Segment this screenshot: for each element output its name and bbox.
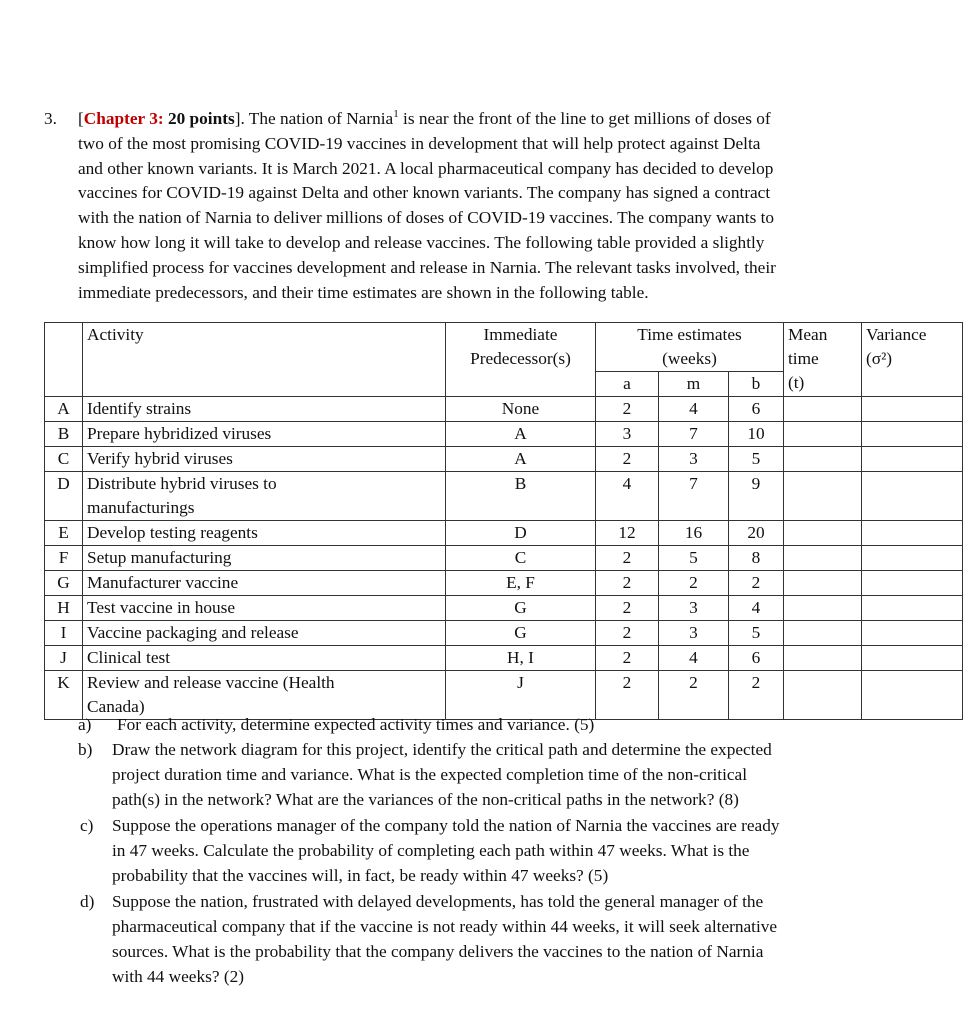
subquestion-text bbox=[112, 737, 772, 812]
question-intro-line: simplified process for vaccines development and release in Narnia. The relevant tasks involved, their bbox=[78, 257, 776, 277]
activity-id-text: J bbox=[60, 648, 67, 667]
activity-id-text: G bbox=[57, 573, 70, 592]
most-likely-time-text: 4 bbox=[689, 399, 698, 418]
most-likely-time-text: 7 bbox=[689, 424, 698, 443]
table-row bbox=[45, 397, 963, 422]
activity-name-text: Test vaccine in house bbox=[87, 598, 236, 617]
activity-predecessors bbox=[446, 571, 596, 596]
activity-predecessors-text: G bbox=[514, 598, 527, 617]
most-likely-time-text: 16 bbox=[684, 523, 703, 542]
optimistic-time bbox=[596, 646, 659, 671]
activity-name-text: Develop testing reagents bbox=[87, 523, 258, 542]
activity-predecessors bbox=[446, 546, 596, 571]
question-3 bbox=[44, 107, 924, 305]
optimistic-time-text: 2 bbox=[622, 399, 632, 418]
optimistic-time-text: 2 bbox=[622, 598, 632, 617]
header-mean-line2: time bbox=[788, 349, 819, 368]
activity-predecessors bbox=[446, 621, 596, 646]
pessimistic-time-text: 2 bbox=[751, 573, 761, 592]
mean-time-cell bbox=[784, 646, 862, 671]
mean-time-cell bbox=[784, 422, 862, 447]
table-row bbox=[45, 646, 963, 671]
activity-predecessors-text: B bbox=[514, 474, 527, 493]
activity-name-text: Prepare hybridized viruses bbox=[87, 424, 272, 443]
activity-name bbox=[83, 472, 446, 521]
activity-table bbox=[44, 322, 963, 720]
subquestion-label: c) bbox=[80, 816, 94, 835]
pessimistic-time-text: 8 bbox=[751, 548, 761, 567]
variance-cell bbox=[862, 422, 963, 447]
variance-cell bbox=[862, 546, 963, 571]
footnote-marker: 1 bbox=[393, 108, 399, 121]
variance-cell bbox=[862, 646, 963, 671]
activity-predecessors bbox=[446, 422, 596, 447]
most-likely-time bbox=[659, 472, 729, 521]
header-mean-line1: Mean bbox=[788, 325, 828, 344]
table-row bbox=[45, 571, 963, 596]
optimistic-time-text: 4 bbox=[622, 474, 632, 493]
optimistic-time bbox=[596, 621, 659, 646]
header-time-estimates bbox=[596, 323, 784, 372]
optimistic-time bbox=[596, 546, 659, 571]
pessimistic-time-text: 10 bbox=[747, 424, 765, 443]
subquestion-line: project duration time and variance. What is the expected completion time of the non-critical bbox=[112, 765, 748, 784]
most-likely-time-text: 3 bbox=[689, 623, 698, 642]
question-intro bbox=[78, 107, 924, 305]
activity-predecessors-text: J bbox=[517, 673, 524, 692]
most-likely-time bbox=[659, 422, 729, 447]
activity-id-text: K bbox=[57, 673, 70, 692]
variance-cell bbox=[862, 472, 963, 521]
pessimistic-time-text: 2 bbox=[751, 673, 761, 692]
header-activity-label: Activity bbox=[87, 325, 144, 344]
activity-predecessors-text: D bbox=[514, 523, 527, 542]
pessimistic-time bbox=[729, 447, 784, 472]
question-intro-line-1 bbox=[78, 107, 924, 132]
activity-id bbox=[45, 521, 83, 546]
table-header-row-1 bbox=[45, 323, 963, 372]
question-intro-line: and other known variants. It is March 2021. A local pharmaceutical company has decided to develop bbox=[78, 158, 774, 178]
table-row bbox=[45, 447, 963, 472]
pessimistic-time bbox=[729, 397, 784, 422]
activity-name-continued: Canada) bbox=[87, 697, 145, 716]
activity-id bbox=[45, 447, 83, 472]
activity-id bbox=[45, 472, 83, 521]
pessimistic-time-text: 5 bbox=[751, 623, 761, 642]
optimistic-time-text: 2 bbox=[622, 673, 632, 692]
question-intro-line: two of the most promising COVID-19 vaccines in development that will help protect against Delta bbox=[78, 133, 761, 153]
most-likely-time-text: 3 bbox=[689, 449, 698, 468]
optimistic-time-text: 3 bbox=[622, 424, 632, 443]
activity-name bbox=[83, 447, 446, 472]
most-likely-time-text: 4 bbox=[689, 648, 698, 667]
subquestion-line: sources. What is the probability that the company delivers the vaccines to the nation of Narnia bbox=[112, 942, 764, 961]
activity-id-text: B bbox=[57, 424, 70, 443]
header-m: m bbox=[659, 372, 729, 397]
pessimistic-time bbox=[729, 646, 784, 671]
subquestion-label: d) bbox=[80, 892, 95, 911]
question-intro-line: vaccines for COVID-19 against Delta and other known variants. The company has signed a contract bbox=[78, 183, 771, 203]
header-mean-time bbox=[784, 323, 862, 397]
activity-id-text: E bbox=[58, 523, 69, 542]
pessimistic-time bbox=[729, 571, 784, 596]
most-likely-time bbox=[659, 646, 729, 671]
pessimistic-time bbox=[729, 621, 784, 646]
pessimistic-time-text: 4 bbox=[751, 598, 761, 617]
question-intro-line: with the nation of Narnia to deliver millions of doses of COVID-19 vaccines. The company wants to bbox=[78, 208, 775, 228]
activity-predecessors bbox=[446, 472, 596, 521]
most-likely-time-text: 2 bbox=[689, 573, 698, 592]
header-time-line2: (weeks) bbox=[662, 349, 717, 368]
intro-text-start: The nation of Narnia bbox=[244, 109, 394, 128]
mean-time-cell bbox=[784, 546, 862, 571]
optimistic-time-text: 2 bbox=[622, 623, 632, 642]
pessimistic-time-text: 6 bbox=[751, 399, 761, 418]
optimistic-time-text: 12 bbox=[618, 523, 636, 542]
activity-predecessors bbox=[446, 596, 596, 621]
subquestion-line: For each activity, determine expected activity times and variance. (5) bbox=[117, 715, 595, 734]
most-likely-time-text: 5 bbox=[689, 548, 698, 567]
activity-name-text: Identify strains bbox=[87, 399, 192, 418]
subquestion-line: probability that the vaccines will, in fact, be ready within 47 weeks? (5) bbox=[112, 866, 609, 885]
subquestion-text bbox=[112, 813, 780, 888]
activity-predecessors bbox=[446, 646, 596, 671]
most-likely-time-text: 7 bbox=[689, 474, 698, 493]
activity-id-text: A bbox=[57, 399, 70, 418]
chapter-label: Chapter 3: bbox=[83, 109, 164, 128]
mean-time-cell bbox=[784, 596, 862, 621]
activity-id bbox=[45, 596, 83, 621]
open-bracket: [ bbox=[78, 109, 84, 128]
close-bracket: ]. bbox=[234, 109, 245, 128]
activity-predecessors-text: G bbox=[514, 623, 527, 642]
mean-time-cell bbox=[784, 447, 862, 472]
most-likely-time bbox=[659, 546, 729, 571]
optimistic-time bbox=[596, 472, 659, 521]
activity-predecessors-text: E, F bbox=[506, 573, 535, 592]
activity-name bbox=[83, 596, 446, 621]
activity-name bbox=[83, 621, 446, 646]
subquestion-line: path(s) in the network? What are the variances of the non-critical paths in the network? (8) bbox=[112, 790, 739, 809]
activity-name-text: Verify hybrid viruses bbox=[87, 449, 233, 468]
activity-name-text: Setup manufacturing bbox=[87, 548, 232, 567]
activity-id bbox=[45, 671, 83, 720]
pessimistic-time bbox=[729, 546, 784, 571]
optimistic-time-text: 2 bbox=[622, 573, 632, 592]
optimistic-time-text: 2 bbox=[622, 548, 632, 567]
activity-name bbox=[83, 422, 446, 447]
table-row bbox=[45, 521, 963, 546]
pessimistic-time-text: 6 bbox=[751, 648, 761, 667]
activity-name-text: Manufacturer vaccine bbox=[87, 573, 239, 592]
table-row bbox=[45, 472, 963, 521]
header-variance-line2: (σ²) bbox=[866, 349, 893, 368]
variance-cell bbox=[862, 596, 963, 621]
header-predecessors bbox=[446, 323, 596, 397]
header-id-cell bbox=[45, 323, 83, 397]
activity-name bbox=[83, 521, 446, 546]
pessimistic-time bbox=[729, 422, 784, 447]
mean-time-cell bbox=[784, 571, 862, 596]
activity-id-text: H bbox=[57, 598, 70, 617]
subquestion-label: b) bbox=[78, 740, 93, 759]
activity-id bbox=[45, 621, 83, 646]
variance-cell bbox=[862, 521, 963, 546]
activity-name bbox=[83, 546, 446, 571]
activity-id bbox=[45, 397, 83, 422]
table-row bbox=[45, 596, 963, 621]
optimistic-time bbox=[596, 571, 659, 596]
pessimistic-time bbox=[729, 521, 784, 546]
question-intro-line: know how long it will take to develop and release vaccines. The following table provided a slightly bbox=[78, 232, 765, 252]
pessimistic-time-text: 9 bbox=[751, 474, 761, 493]
most-likely-time-text: 3 bbox=[689, 598, 698, 617]
most-likely-time bbox=[659, 621, 729, 646]
optimistic-time bbox=[596, 596, 659, 621]
subquestion-line: Suppose the nation, frustrated with delayed developments, has told the general manager of the bbox=[112, 892, 764, 911]
question-number: 3. bbox=[44, 109, 57, 128]
activity-name-text: Distribute hybrid viruses to bbox=[87, 474, 277, 493]
subquestion-line: Draw the network diagram for this project, identify the critical path and determine the expected bbox=[112, 740, 772, 759]
header-a: a bbox=[596, 372, 659, 397]
activity-id bbox=[45, 546, 83, 571]
pessimistic-time bbox=[729, 671, 784, 720]
mean-time-cell bbox=[784, 671, 862, 720]
activity-predecessors-text: H, I bbox=[507, 648, 534, 667]
pessimistic-time bbox=[729, 596, 784, 621]
activity-id-text: F bbox=[58, 548, 69, 567]
table-row bbox=[45, 546, 963, 571]
activity-name bbox=[83, 646, 446, 671]
most-likely-time bbox=[659, 596, 729, 621]
activity-name bbox=[83, 571, 446, 596]
variance-cell bbox=[862, 397, 963, 422]
subquestion-line: pharmaceutical company that if the vaccine is not ready within 44 weeks, it will seek alternative bbox=[112, 917, 778, 936]
optimistic-time bbox=[596, 397, 659, 422]
activity-id bbox=[45, 422, 83, 447]
most-likely-time bbox=[659, 671, 729, 720]
most-likely-time-text: 2 bbox=[689, 673, 698, 692]
header-b: b bbox=[729, 372, 784, 397]
most-likely-time bbox=[659, 571, 729, 596]
subquestion-line: Suppose the operations manager of the company told the nation of Narnia the vaccines are ready bbox=[112, 816, 780, 835]
activity-predecessors-text: A bbox=[514, 424, 527, 443]
optimistic-time bbox=[596, 671, 659, 720]
subquestion-text bbox=[112, 889, 777, 989]
mean-time-cell bbox=[784, 621, 862, 646]
points-label: 20 points bbox=[167, 109, 235, 128]
activity-predecessors bbox=[446, 521, 596, 546]
table-row bbox=[45, 422, 963, 447]
most-likely-time bbox=[659, 397, 729, 422]
pessimistic-time-text: 5 bbox=[751, 449, 761, 468]
mean-time-cell bbox=[784, 472, 862, 521]
activity-name-text: Clinical test bbox=[87, 648, 171, 667]
mean-time-cell bbox=[784, 521, 862, 546]
question-intro-line: immediate predecessors, and their time estimates are shown in the following table. bbox=[78, 282, 649, 302]
activity-name-text: Vaccine packaging and release bbox=[87, 623, 299, 642]
pessimistic-time bbox=[729, 472, 784, 521]
activity-id-text: C bbox=[57, 449, 70, 468]
subquestion-label: a) bbox=[78, 715, 92, 734]
activity-id-text: I bbox=[60, 623, 67, 642]
header-predecessors-line1: Immediate bbox=[483, 325, 558, 344]
activity-predecessors-text: A bbox=[514, 449, 527, 468]
activity-name-continued: manufacturings bbox=[87, 498, 195, 517]
variance-cell bbox=[862, 621, 963, 646]
optimistic-time bbox=[596, 521, 659, 546]
most-likely-time bbox=[659, 447, 729, 472]
variance-cell bbox=[862, 571, 963, 596]
activity-predecessors-text: C bbox=[514, 548, 527, 567]
subquestion-line: with 44 weeks? (2) bbox=[112, 967, 244, 986]
optimistic-time bbox=[596, 422, 659, 447]
header-activity bbox=[83, 323, 446, 397]
intro-text-tail: is near the front of the line to get millions of doses of bbox=[398, 109, 771, 128]
variance-cell bbox=[862, 671, 963, 720]
activity-predecessors bbox=[446, 397, 596, 422]
header-time-line1: Time estimates bbox=[637, 325, 742, 344]
header-variance-line1: Variance bbox=[866, 325, 927, 344]
header-variance bbox=[862, 323, 963, 397]
activity-predecessors-text: None bbox=[501, 399, 540, 418]
activity-id-text: D bbox=[57, 474, 70, 493]
most-likely-time bbox=[659, 521, 729, 546]
optimistic-time bbox=[596, 447, 659, 472]
subquestion-text bbox=[117, 712, 594, 737]
header-mean-line3: (t) bbox=[788, 373, 805, 392]
variance-cell bbox=[862, 447, 963, 472]
optimistic-time-text: 2 bbox=[622, 449, 632, 468]
optimistic-time-text: 2 bbox=[622, 648, 632, 667]
mean-time-cell bbox=[784, 397, 862, 422]
header-predecessors-line2: Predecessor(s) bbox=[470, 349, 571, 368]
table-row bbox=[45, 621, 963, 646]
activity-id bbox=[45, 571, 83, 596]
subquestion-line: in 47 weeks. Calculate the probability of completing each path within 47 weeks. What is the bbox=[112, 841, 750, 860]
pessimistic-time-text: 20 bbox=[747, 523, 765, 542]
activity-name bbox=[83, 397, 446, 422]
activity-id bbox=[45, 646, 83, 671]
activity-predecessors bbox=[446, 447, 596, 472]
activity-name-text: Review and release vaccine (Health bbox=[87, 673, 335, 692]
